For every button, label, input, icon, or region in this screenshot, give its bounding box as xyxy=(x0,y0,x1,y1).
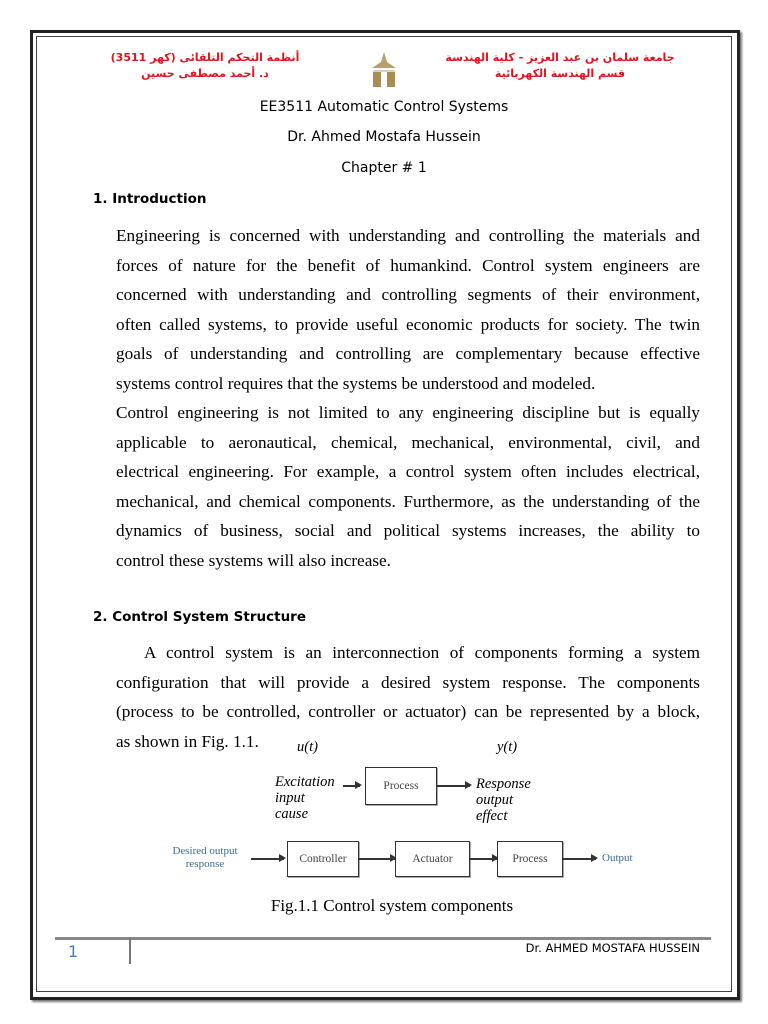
page-number: 1 xyxy=(68,942,79,961)
process-block: Process xyxy=(365,767,437,805)
text-line: control these systems will also increase. xyxy=(116,550,391,570)
paragraph xyxy=(116,638,700,756)
footer-divider xyxy=(55,937,711,940)
arrow xyxy=(470,858,497,860)
section-heading: 1. Introduction xyxy=(93,191,207,207)
figure-caption: Fig.1.1 Control system components xyxy=(270,896,514,915)
section-heading: 2. Control System Structure xyxy=(93,609,306,625)
header-university-line: جامعة سلمان بن عبد العزيز - كلية الهندسة xyxy=(445,51,675,64)
text-line: A control system is an interconnection of components forming a system xyxy=(144,643,700,662)
input-labels xyxy=(275,774,335,822)
input-label: input xyxy=(275,790,305,806)
text-line: goals of understanding and controlling are complementary because effective xyxy=(116,344,700,363)
university-logo-icon xyxy=(370,52,398,88)
output-label: output xyxy=(476,792,514,808)
arrow xyxy=(359,858,395,860)
input-label: Excitation xyxy=(275,774,335,790)
arrow xyxy=(343,785,360,787)
text-line: dynamics of business, social and political systems increases, the ability to xyxy=(116,521,700,540)
actuator-block: Actuator xyxy=(395,841,470,877)
output-labels xyxy=(476,776,531,824)
desired-output-label xyxy=(165,845,245,871)
footer-vertical-divider xyxy=(129,938,131,964)
text-line: Control engineering is not limited to any engineering discipline but is equally xyxy=(116,403,700,422)
arrow xyxy=(563,858,596,860)
output-label: Response xyxy=(476,776,531,792)
text-line: forces of nature for the benefit of humankind. Control system engineers are xyxy=(116,255,700,275)
course-title: EE3511 Automatic Control Systems xyxy=(259,99,509,115)
header-university xyxy=(440,50,680,82)
header-instructor-line: د. أحمد مصطفى حسين xyxy=(141,67,269,80)
text-line: Engineering is concerned with understanding and controlling the materials and xyxy=(116,226,700,245)
text-line: as shown in Fig. 1.1. xyxy=(116,731,259,751)
output-label: Output xyxy=(602,852,633,864)
controller-block: Controller xyxy=(287,841,359,877)
text-line: applicable to aeronautical, chemical, mechanical, environmental, civil, and xyxy=(116,432,700,452)
text-line: electrical engineering. For example, a control system often includes electrical, xyxy=(116,462,700,481)
output-label: effect xyxy=(476,808,508,824)
input-signal-label: u(t) xyxy=(297,739,318,755)
header-course xyxy=(100,50,310,82)
header-course-line: أنظمة التحكم التلقائى (كهر 3511) xyxy=(110,51,300,64)
paragraph xyxy=(116,221,700,575)
text-line: configuration that will provide a desired system response. The components xyxy=(116,672,700,692)
process-block-2: Process xyxy=(497,841,563,877)
text-line: often called systems, to provide useful economic products for society. The twin xyxy=(116,314,700,334)
text-line: concerned with understanding and controlling segments of their environment, xyxy=(116,285,700,304)
chapter-title: Chapter # 1 xyxy=(341,160,427,176)
desired-label-line: response xyxy=(185,858,225,870)
desired-label-line: Desired output xyxy=(172,845,238,857)
output-signal-label: y(t) xyxy=(497,739,518,755)
text-line: mechanical, and chemical components. Furthermore, as the understanding of the xyxy=(116,491,700,511)
arrow xyxy=(437,785,470,787)
author-name: Dr. Ahmed Mostafa Hussein xyxy=(287,129,481,145)
text-line: (process to be controlled, controller or actuator) can be represented by a block, xyxy=(116,702,700,721)
input-label: cause xyxy=(275,806,309,822)
footer-author: Dr. AHMED MOSTAFA HUSSEIN xyxy=(525,941,700,955)
arrow xyxy=(251,858,284,860)
header-department-line: قسم الهندسة الكهربائية xyxy=(494,67,626,80)
text-line: systems control requires that the systems be understood and modeled. xyxy=(116,373,596,393)
